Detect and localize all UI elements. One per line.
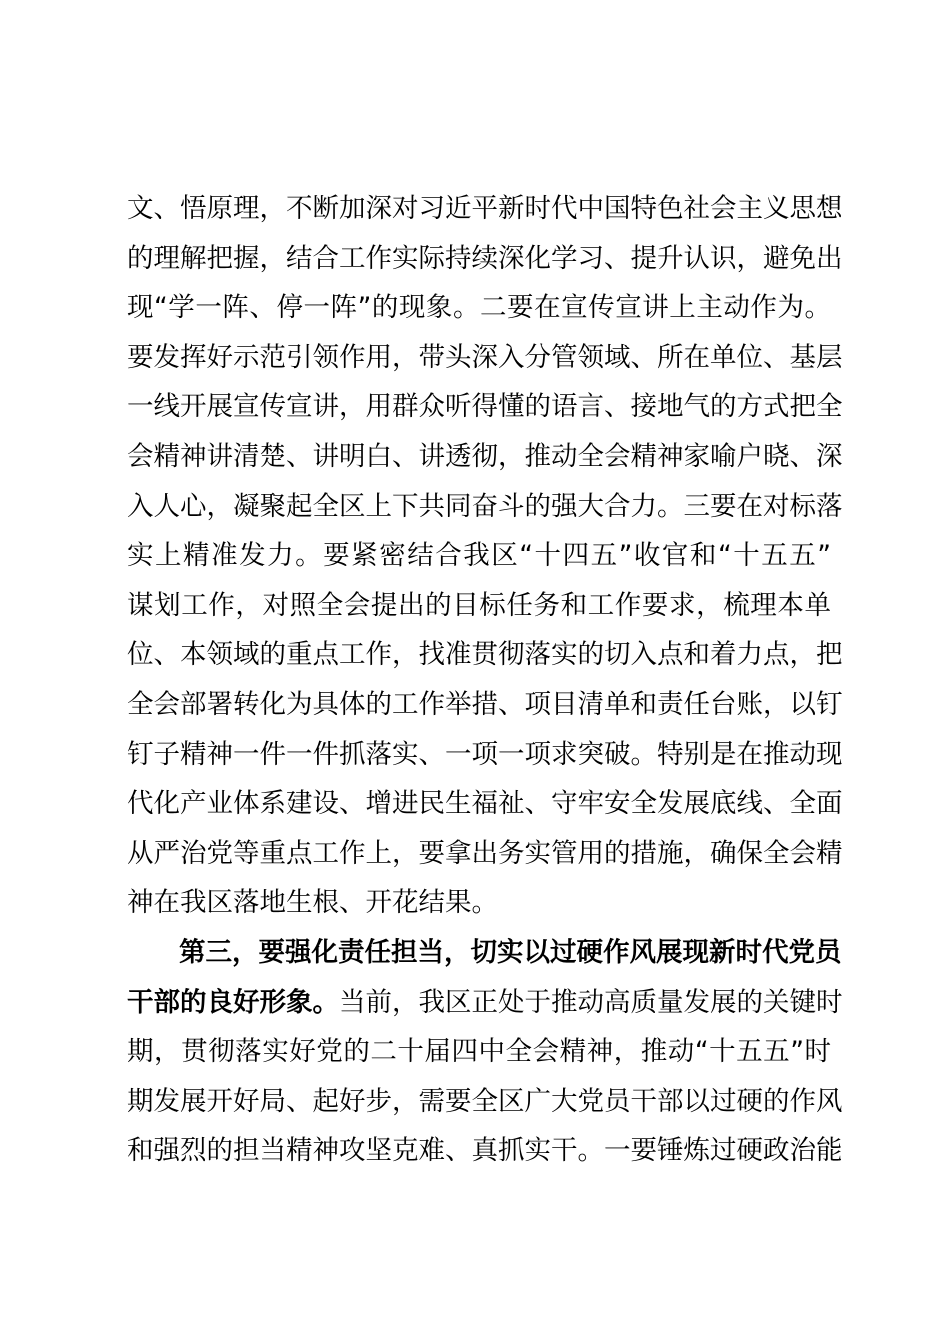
body-text: 当前，我区正处于推动高质量发展的关键时 [339,986,843,1018]
text-line: 代化产业体系建设、增进民生福祉、守牢安全发展底线、全面 [127,788,843,820]
paragraph-study-and-propaganda [127,184,843,928]
text-line: 文、悟原理，不断加深对习近平新时代中国特色社会主义思想 [127,193,843,224]
section-heading: 第三，要强化责任担当，切实以过硬作风展现新时代党员 [179,936,842,968]
text-line: 的理解把握，结合工作实际持续深化学习、提升认识，避免出 [127,242,843,274]
section-heading-end: 干部的良好形象。 [127,986,339,1018]
text-line: 神在我区落地生根、开花结果。 [127,887,498,919]
text-line: 和强烈的担当精神攻坚克难、真抓实干。一要锤炼过硬政治能 [127,1135,843,1167]
text-line: 谋划工作，对照全会提出的目标任务和工作要求，梳理本单 [127,589,831,621]
text-line: 实上精准发力。要紧密结合我区“十四五”收官和“十五五” [127,540,831,572]
document-page [127,184,843,1176]
text-line: 位、本领域的重点工作，找准贯彻落实的切入点和着力点，把 [127,639,843,671]
text-line: 期，贯彻落实好党的二十届四中全会精神，推动“十五五”时 [127,1036,831,1068]
text-line: 全会部署转化为具体的工作举措、项目清单和责任台账，以钉 [127,688,843,720]
text-line: 从严治党等重点工作上，要拿出务实管用的措施，确保全会精 [127,837,843,869]
text-line: 要发挥好示范引领作用，带头深入分管领域、所在单位、基层 [127,341,843,373]
text-line: 入人心，凝聚起全区上下共同奋斗的强大合力。三要在对标落 [127,490,843,522]
paragraph-section-three [127,928,843,1176]
text-line: 现“学一阵、停一阵”的现象。二要在宣传宣讲上主动作为。 [127,292,831,324]
text-line: 会精神讲清楚、讲明白、讲透彻，推动全会精神家喻户晓、深 [127,440,843,472]
text-line: 一线开展宣传宣讲，用群众听得懂的语言、接地气的方式把全 [127,391,843,423]
text-line: 钉子精神一件一件抓落实、一项一项求突破。特别是在推动现 [127,738,843,770]
text-line [127,978,843,1028]
text-line: 期发展开好局、起好步，需要全区广大党员干部以过硬的作风 [127,1085,843,1117]
